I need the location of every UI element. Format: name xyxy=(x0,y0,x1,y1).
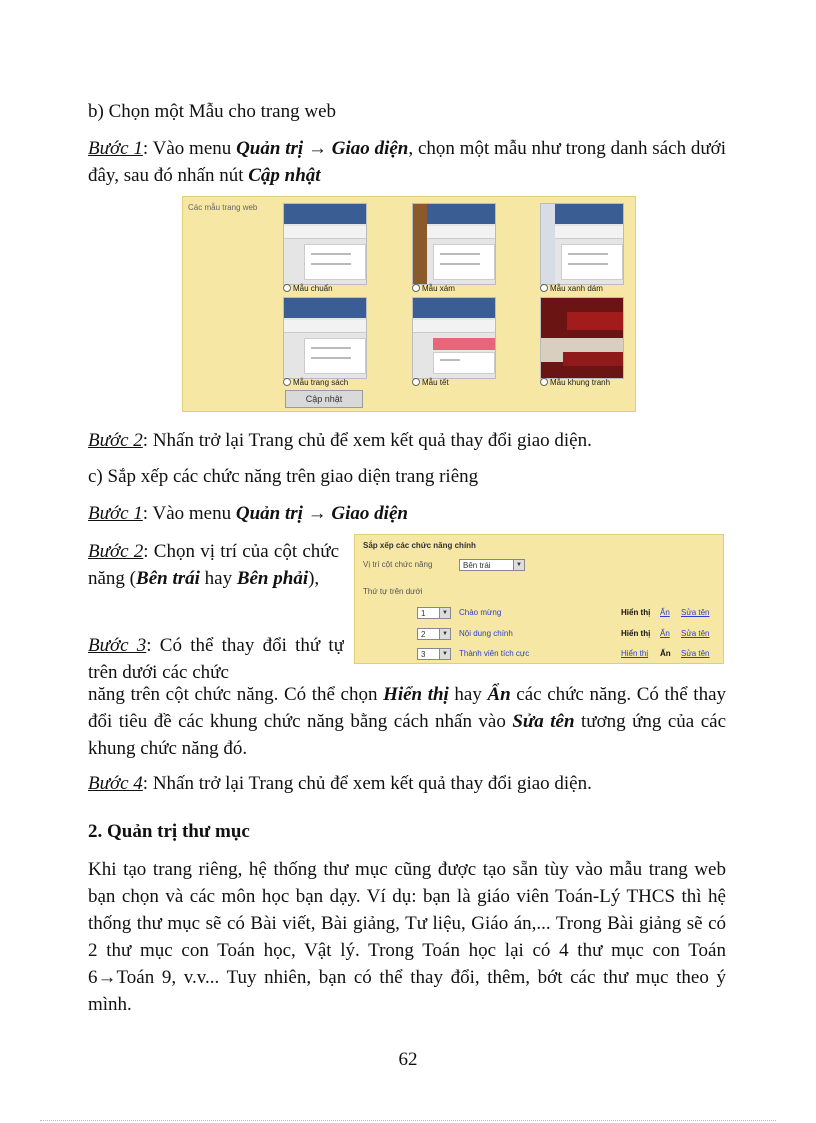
chevron-down-icon[interactable]: ▼ xyxy=(439,608,450,618)
hide-keyword: Ẩn xyxy=(487,684,511,705)
theme-gallery-screenshot xyxy=(182,196,636,412)
text: ), xyxy=(308,568,320,589)
step-label: Bước 1 xyxy=(88,138,143,159)
theme-thumb-tet[interactable] xyxy=(412,297,496,379)
c-step3-paragraph-start xyxy=(88,632,344,686)
chevron-down-icon[interactable]: ▼ xyxy=(513,560,524,570)
position-select[interactable] xyxy=(459,559,525,571)
text: , chọn một mẫu như trong danh sách dưới đây, sau đó nhấn nút xyxy=(88,138,726,186)
text: : Vào menu xyxy=(142,503,236,524)
arrange-functions-screenshot xyxy=(354,534,724,664)
update-label: Cập nhật xyxy=(248,165,321,186)
rename-link-1[interactable]: Sửa tên xyxy=(681,608,710,617)
order-select-1[interactable] xyxy=(417,607,451,619)
theme-option-book[interactable] xyxy=(283,378,348,388)
hide-label-3[interactable]: Ẩn xyxy=(660,649,671,658)
text: : Nhấn trở lại Trang chủ để xem kết quả thay đổi giao diện. xyxy=(142,773,592,794)
text: : Nhấn trở lại Trang chủ để xem kết quả thay đổi giao diện. xyxy=(142,430,592,451)
select-value: Bên trái xyxy=(463,561,491,570)
radio-icon[interactable] xyxy=(540,284,548,292)
theme-name: Mẫu xám xyxy=(422,284,455,293)
text: hay xyxy=(199,568,237,589)
hide-link-2[interactable]: Ẩn xyxy=(660,629,670,638)
menu-path: Quản trị → Giao diện xyxy=(236,138,409,159)
select-value: 2 xyxy=(421,630,426,639)
rename-link-2[interactable]: Sửa tên xyxy=(681,629,710,638)
order-select-3[interactable] xyxy=(417,648,451,660)
text: tương ứng của các khung chức năng đó. xyxy=(88,711,727,759)
show-label-1[interactable]: Hiển thị xyxy=(621,608,651,617)
page-number: 62 xyxy=(398,1049,418,1070)
show-keyword: Hiển thị xyxy=(383,684,449,705)
update-button[interactable]: Cập nhật xyxy=(285,390,363,408)
theme-name: Mẫu khung tranh xyxy=(550,378,611,387)
b-step1-paragraph xyxy=(88,135,726,189)
footer-divider xyxy=(40,1120,776,1121)
select-value: 1 xyxy=(421,609,426,618)
show-link-3[interactable]: Hiển thị xyxy=(621,649,649,658)
theme-name: Mẫu xanh dám xyxy=(550,284,603,293)
c-step2-paragraph xyxy=(88,538,339,592)
text: các chức năng. Có thể thay đổi tiêu đề các khung chức năng bằng cách nhấn vào xyxy=(88,684,726,732)
theme-option-dark-blue[interactable] xyxy=(540,284,603,294)
radio-icon[interactable] xyxy=(540,378,548,386)
c-step3-paragraph-rest xyxy=(88,681,726,762)
c-step4-paragraph xyxy=(88,770,726,797)
text: năng trên cột chức năng. Có thể chọn xyxy=(88,684,384,705)
menu-path: Quản trị → Giao diện xyxy=(235,503,408,524)
text: hay xyxy=(448,684,488,705)
theme-option-grey[interactable] xyxy=(412,284,455,294)
right-option: Bên phải xyxy=(236,568,309,589)
show-label-2[interactable]: Hiển thị xyxy=(621,629,651,638)
radio-icon[interactable] xyxy=(283,284,291,292)
select-value: 3 xyxy=(421,650,426,659)
theme-option-tet[interactable] xyxy=(412,378,449,388)
step-label: Bước 3 xyxy=(88,635,147,656)
b-step2-paragraph xyxy=(88,427,726,454)
step-label: Bước 2 xyxy=(88,430,143,451)
theme-thumb-book[interactable] xyxy=(283,297,367,379)
step-label: Bước 1 xyxy=(88,503,143,524)
radio-icon[interactable] xyxy=(412,378,420,386)
section-b-heading: b) Chọn một Mẫu cho trang web xyxy=(88,101,337,122)
theme-option-frame[interactable] xyxy=(540,378,610,388)
theme-name: Mẫu chuẩn xyxy=(293,284,333,293)
rename-link-3[interactable]: Sửa tên xyxy=(681,649,710,658)
chevron-down-icon[interactable]: ▼ xyxy=(439,649,450,659)
chevron-down-icon[interactable]: ▼ xyxy=(439,629,450,639)
section-2-body: Khi tạo trang riêng, hệ thống thư mục cũng được tạo sẵn tùy vào mẫu trang web bạn chọn và các môn học bạn dạy. Ví dụ: bạn là giáo viên Toán-Lý THCS thì hệ thống thư mục sẽ có Bài viết, Bài giảng, Tư liệu, Giáo án,... Trong Bài giảng sẽ có 2 thư mục con Toán học, Vật lý. Trong Toán học lại có 4 thư mục con Toán 6→Toán 9, v.v... Tuy nhiên, bạn có thể thay đổi, thêm, bớt các thư mục theo ý mình. xyxy=(88,859,726,1015)
function-name-3[interactable]: Thành viên tích cực xyxy=(459,649,530,658)
text: : Có thể thay đổi thứ tự trên dưới các chức xyxy=(88,635,344,683)
theme-name: Mẫu tết xyxy=(422,378,449,387)
gallery-caption: Các mẫu trang web xyxy=(188,203,258,212)
step-label: Bước 2 xyxy=(88,541,144,562)
theme-thumb-dark-blue[interactable] xyxy=(540,203,624,285)
theme-thumb-standard[interactable] xyxy=(283,203,367,285)
theme-option-standard[interactable] xyxy=(283,284,333,294)
hide-link-1[interactable]: Ẩn xyxy=(660,608,670,617)
arrange-title: Sắp xếp các chức năng chính xyxy=(363,541,476,550)
radio-icon[interactable] xyxy=(412,284,420,292)
function-name-1[interactable]: Chào mừng xyxy=(459,608,502,617)
text: : Vào menu xyxy=(142,138,237,159)
left-option: Bên trái xyxy=(136,568,200,589)
function-name-2[interactable]: Nội dung chính xyxy=(459,629,513,638)
order-label: Thứ tự trên dưới xyxy=(363,587,423,596)
section-2-title: 2. Quản trị thư mục xyxy=(88,821,250,842)
theme-name: Mẫu trang sách xyxy=(293,378,349,387)
c-step1-paragraph xyxy=(88,500,726,527)
theme-thumb-frame[interactable] xyxy=(540,297,624,379)
section-c-heading: c) Sắp xếp các chức năng trên giao diện trang riêng xyxy=(88,466,479,487)
step-label: Bước 4 xyxy=(88,773,143,794)
position-label: Vị trí cột chức năng xyxy=(363,560,433,569)
theme-thumb-grey[interactable] xyxy=(412,203,496,285)
order-select-2[interactable] xyxy=(417,628,451,640)
radio-icon[interactable] xyxy=(283,378,291,386)
text: : Chọn vị trí của cột chức năng ( xyxy=(88,541,340,589)
rename-keyword: Sửa tên xyxy=(512,711,575,732)
